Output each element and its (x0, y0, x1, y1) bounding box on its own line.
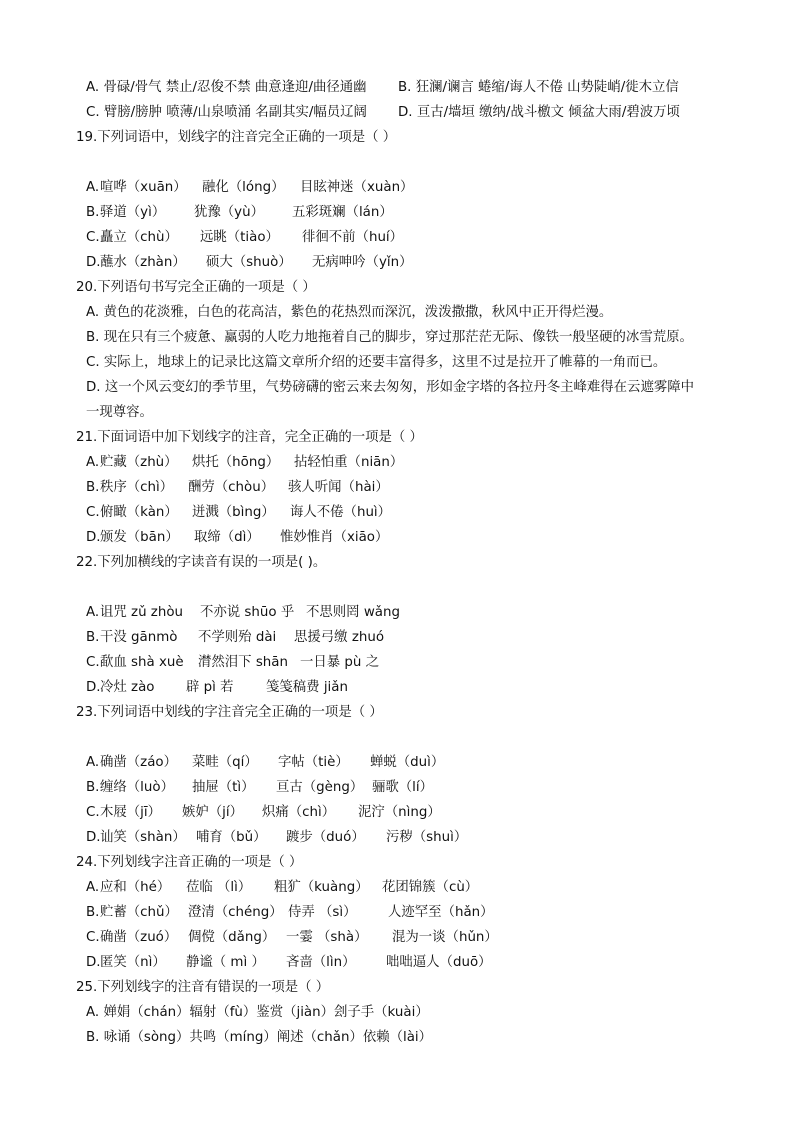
q20-option-b: B. 现在只有三个疲惫、赢弱的人吃力地拖着自己的脚步，穿过那茫茫无际、像铁一般坚硬的冰雪荒原。 (86, 330, 693, 345)
q19-stem: 19.下列词语中，划线字的注音完全正确的一项是（ ） (76, 130, 397, 145)
q20-stem: 20.下列语句书写完全正确的一项是（ ） (76, 280, 316, 295)
exam-page: A. 骨碌/骨气 禁止/忍俊不禁 曲意逢迎/曲径通幽 B. 狂澜/谰言 蜷缩/诲人不倦 山势陡峭/徙木立信 C. 臂膀/膀肿 喷薄/山泉喷涌 名副其实/幅员辽阔 D. 亘古/墙垣 缴纳/战斗檄文 倾盆大雨/碧波万顷 19.下列词语中，划线字的注音完全正确的一项是（ ） A. 喧哗（xuān） 融化（lóng） 目眩神迷（xuàn） B. 驿道（yì） 犹豫（yù） 五彩斑斓（lán） C. 矗立（chù） 远眺（tiào） 徘徊不前（huí） D. 蘸水（zhàn） 硕大（shuò） 无病呻吟（yǐn） 20.下列语句书写完全正确的一项是（ ） A. 黄色的花淡雅，白色的花高洁，紫色的花热烈而深沉，泼泼撒撒，秋风中正开得烂漫。 B. 现在只有三个疲惫、赢弱的人吃力地拖着自己的脚步，穿过那茫茫无际、像铁一般坚硬的冰雪荒原。 C. 实际上，地球上的记录比这篇文章所介绍的还要丰富得多，这里不过是拉开了帷幕的一角而已。 D. 这一个风云变幻的季节里，气势磅礴的密云来去匆匆，形如金字塔的各拉丹冬主峰难得在云遮雾障中 一现尊容。 21.下面词语中加下划线字的注音，完全正确的一项是（ ） A. 贮藏（zhù） 烘托（hōng） 拈轻怕重（niān） B. 秩序（chì） 酬劳（chòu） 骇人听闻（hài） C. 俯瞰（kàn） 迸溅（bìng） 诲人不倦（huì） D. 颁发（bān） 取缔（dì） 惟妙惟肖（xiāo） 22.下列加横线的字读音有误的一项是( )。 A. 诅咒 zǔ zhòu 不亦说 shūo 乎 不思则罔 wǎng B. 干没 gānmò 不学则殆 dài 思援弓缴 zhuó C. 歃血 shà xuè 潸然泪下 shān 一日暴 pù 之 D. 冷灶 zào 辟 pì 若 笺笺稿费 jiǎn 23.下列词语中划线的字注音完全正确的一项是（ ） A. 确凿（záo） 菜畦（qí） 字帖（tiè） 蝉蜕（duì） B. 缠络（luò） 抽屉（tì） 亘古（gèng） 骊歌（lí） C. 木屐（jī） 嫉妒（jí） 炽痛（chì） 泥泞（nìng） D. 讪笑（shàn） 哺育（bǔ） 踱步（duó） 污秽（shuì） 24.下列划线字注音正确的一项是（ ） A. 应和（hé） 莅临 （lì） 粗犷（kuàng） 花团锦簇（cù） B. 贮蓄（chǔ） 澄清（chéng） 侍弄 （sì） 人迹罕至（hǎn） C. 确凿（zuó） 倜傥（dǎng） 一霎 （shà） 混为一谈（hǔn） D. 匿笑（nì） 静谧（ mì ） 吝啬（lìn） 咄咄逼人（duō） 25.下列划线字的注音有错误的一项是（ ） A. 婵娟（chán）辐射（fù）鉴赏（jiàn）刽子手（kuài） B. 咏诵（sòng）共鸣（míng）阐述（chǎn）依赖（lài） (76, 80, 695, 1045)
q18-option-d: D. 亘古/墙垣 缴纳/战斗檄文 倾盆大雨/碧波万顷 (398, 105, 680, 120)
q22-stem: 22.下列加横线的字读音有误的一项是( )。 (76, 555, 327, 570)
q25-option-a: A. 婵娟（chán）辐射（fù）鉴赏（jiàn）刽子手（kuài） (86, 1005, 429, 1020)
q20-option-d-continued: 一现尊容。 (86, 405, 153, 420)
q18-option-b: B. 狂澜/谰言 蜷缩/诲人不倦 山势陡峭/徙木立信 (398, 80, 679, 95)
q20-option-a: A. 黄色的花淡雅，白色的花高洁，紫色的花热烈而深沉，泼泼撒撒，秋风中正开得烂漫。 (86, 305, 613, 320)
q25-stem: 25.下列划线字的注音有错误的一项是（ ） (76, 980, 330, 995)
q18-option-c: C. 臂膀/膀肿 喷薄/山泉喷涌 名副其实/幅员辽阔 (86, 105, 367, 120)
q18-option-a: A. 骨碌/骨气 禁止/忍俊不禁 曲意逢迎/曲径通幽 (86, 80, 367, 95)
q23-stem: 23.下列词语中划线的字注音完全正确的一项是（ ） (76, 705, 383, 720)
q21-stem: 21.下面词语中加下划线字的注音，完全正确的一项是（ ） (76, 430, 423, 445)
q20-option-c: C. 实际上，地球上的记录比这篇文章所介绍的还要丰富得多，这里不过是拉开了帷幕的一角而已。 (86, 355, 667, 370)
q25-option-b: B. 咏诵（sòng）共鸣（míng）阐述（chǎn）依赖（lài） (86, 1030, 433, 1045)
q24-stem: 24.下列划线字注音正确的一项是（ ） (76, 855, 303, 870)
q20-option-d: D. 这一个风云变幻的季节里，气势磅礴的密云来去匆匆，形如金字塔的各拉丹冬主峰难得在云遮雾障中 (86, 380, 695, 395)
